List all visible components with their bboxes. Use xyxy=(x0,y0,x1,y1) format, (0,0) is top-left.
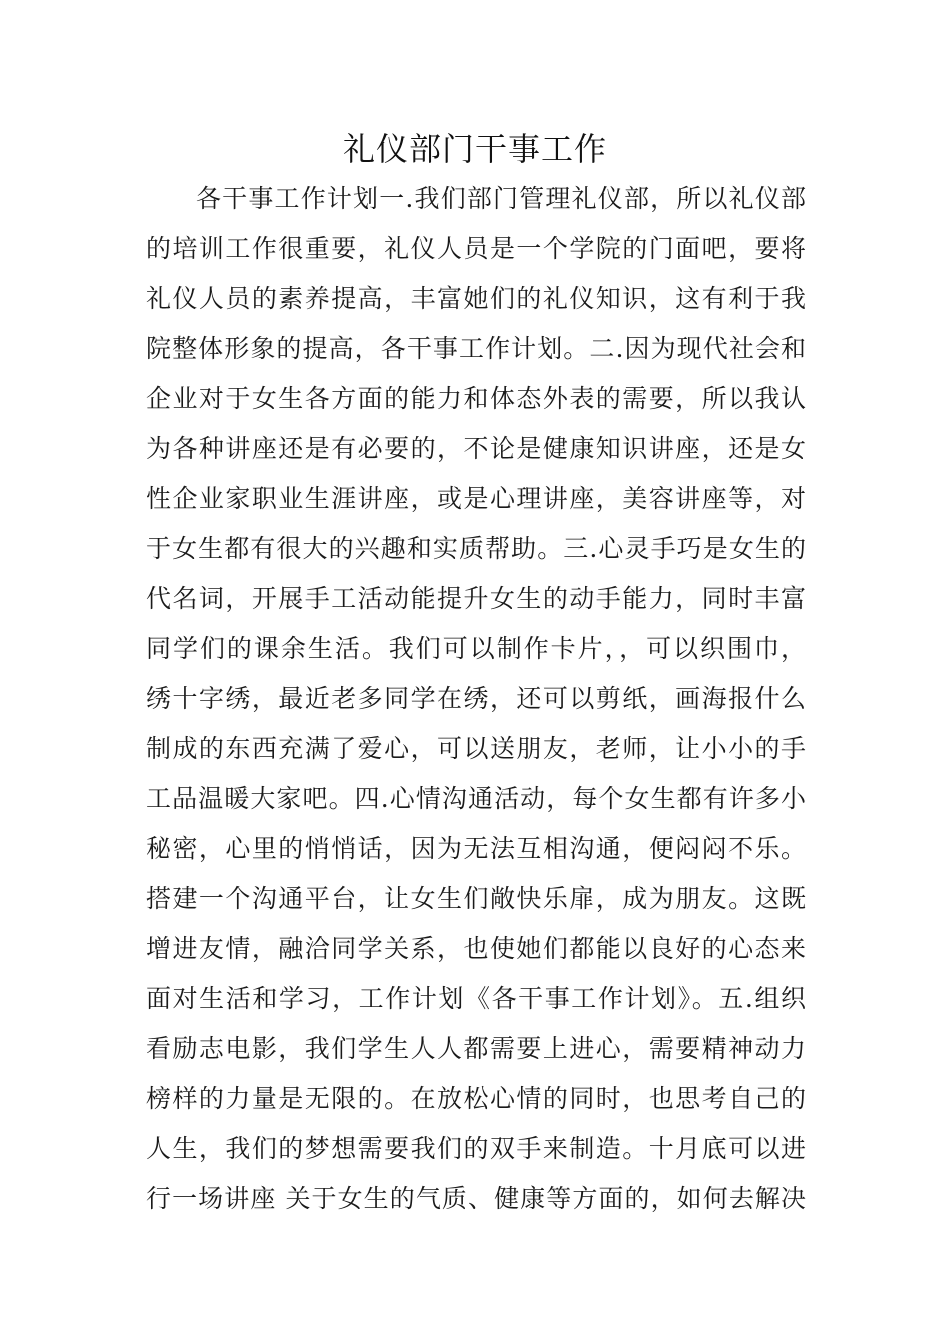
body-line: 院整体形象的提高，各干事工作计划。二.因为现代社会和 xyxy=(146,334,806,363)
document-body xyxy=(146,174,806,1224)
body-line: 面对生活和学习，工作计划《各干事工作计划》。五.组织 xyxy=(146,984,806,1013)
body-line: 的培训工作很重要，礼仪人员是一个学院的门面吧，要将 xyxy=(146,234,806,263)
body-line: 各干事工作计划一.我们部门管理礼仪部，所以礼仪部 xyxy=(196,184,806,213)
document-title: 礼仪部门干事工作 xyxy=(342,130,607,168)
body-line: 为各种讲座还是有必要的，不论是健康知识讲座，还是女 xyxy=(146,434,806,463)
body-line: 制成的东西充满了爱心，可以送朋友，老师，让小小的手 xyxy=(146,734,806,763)
body-line: 秘密，心里的悄悄话，因为无法互相沟通，便闷闷不乐。 xyxy=(146,834,806,863)
body-line: 礼仪人员的素养提高，丰富她们的礼仪知识，这有利于我 xyxy=(146,284,806,313)
body-line: 人生，我们的梦想需要我们的双手来制造。十月底可以进 xyxy=(146,1134,806,1163)
body-line: 性企业家职业生涯讲座，或是心理讲座，美容讲座等，对 xyxy=(146,484,806,513)
body-line: 工品温暖大家吧。四.心情沟通活动，每个女生都有许多小 xyxy=(146,784,806,813)
body-line: 行一场讲座 关于女生的气质、健康等方面的，如何去解决 xyxy=(146,1184,806,1213)
body-line: 同学们的课余生活。我们可以制作卡片，，可以织围巾， xyxy=(146,634,806,663)
body-line: 搭建一个沟通平台，让女生们敞快乐扉，成为朋友。这既 xyxy=(146,884,806,913)
body-line: 增进友情，融洽同学关系，也使她们都能以良好的心态来 xyxy=(146,934,806,963)
body-line: 绣十字绣，最近老多同学在绣，还可以剪纸，画海报什么 xyxy=(146,684,806,713)
body-line: 代名词，开展手工活动能提升女生的动手能力，同时丰富 xyxy=(146,584,806,613)
body-line: 看励志电影，我们学生人人都需要上进心，需要精神动力 xyxy=(146,1034,806,1063)
body-line: 榜样的力量是无限的。在放松心情的同时，也思考自己的 xyxy=(146,1084,806,1113)
body-line: 企业对于女生各方面的能力和体态外表的需要，所以我认 xyxy=(146,384,806,413)
body-line: 于女生都有很大的兴趣和实质帮助。三.心灵手巧是女生的 xyxy=(146,534,806,563)
